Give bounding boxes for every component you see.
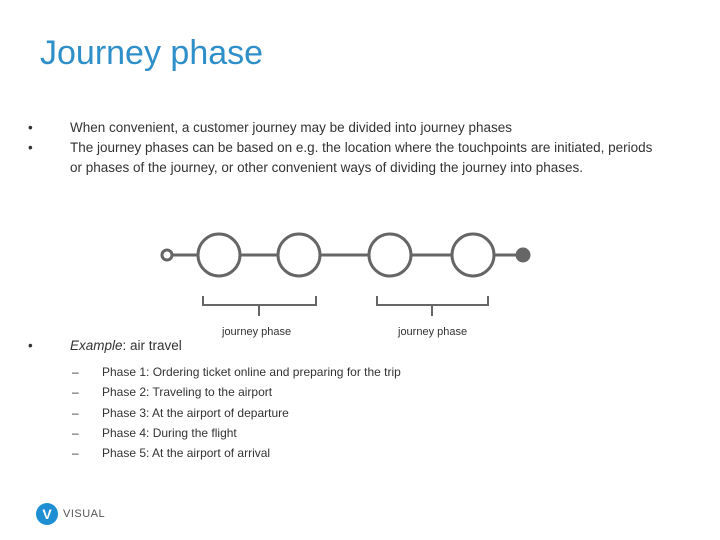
phase-text: Phase 1: Ordering ticket online and preparing for the trip (102, 365, 401, 379)
phase-item (72, 423, 401, 443)
slide-title: Journey phase (40, 34, 264, 72)
phase-label: journey phase (222, 326, 292, 338)
logo-text: VISUAL (63, 508, 106, 520)
phase-item (72, 362, 401, 382)
logo-icon: V (36, 503, 58, 525)
phase-list (72, 362, 401, 463)
bullet-text: When convenient, a customer journey may be divided into journey phases (70, 120, 512, 135)
phase-label: journey phase (398, 326, 468, 338)
phase-text: Phase 3: At the airport of departure (102, 405, 289, 420)
bullet-text: The journey phases can be based on e.g. the location where the touchpoints are initiated, periods or phases of the journey, or other convenient ways of dividing the journey into phases. (70, 140, 653, 175)
phase-item (72, 403, 401, 423)
phase-bracket (377, 296, 488, 316)
phase-item (72, 382, 401, 402)
bullet-dot: • (28, 338, 33, 353)
phase-text: Phase 4: During the flight (102, 425, 237, 440)
example-bullet (28, 338, 182, 353)
bullet-dot: • (28, 140, 33, 155)
bullet-dot: • (28, 120, 33, 135)
dash: – (72, 446, 79, 461)
bullet-item (28, 118, 668, 138)
journey-phase-circle (369, 234, 411, 276)
dash: – (72, 405, 79, 420)
bullet-item (28, 138, 668, 178)
journey-phase-circle (198, 234, 240, 276)
dash: – (72, 385, 79, 400)
dash: – (72, 365, 79, 379)
visual-logo (36, 503, 105, 525)
phase-text: Phase 5: At the airport of arrival (102, 446, 271, 461)
journey-phase-circle (452, 234, 494, 276)
phase-text: Phase 2: Traveling to the airport (102, 385, 273, 400)
phase-item (72, 443, 401, 463)
bullet-list (28, 118, 668, 178)
dash: – (72, 425, 79, 440)
journey-end-node (517, 249, 529, 261)
journey-phase-circle (278, 234, 320, 276)
example-label (70, 338, 182, 353)
example-label-italic: Example (70, 338, 123, 353)
example-label-rest: : air travel (122, 338, 182, 353)
phase-bracket (203, 296, 316, 316)
journey-start-node (162, 250, 172, 260)
